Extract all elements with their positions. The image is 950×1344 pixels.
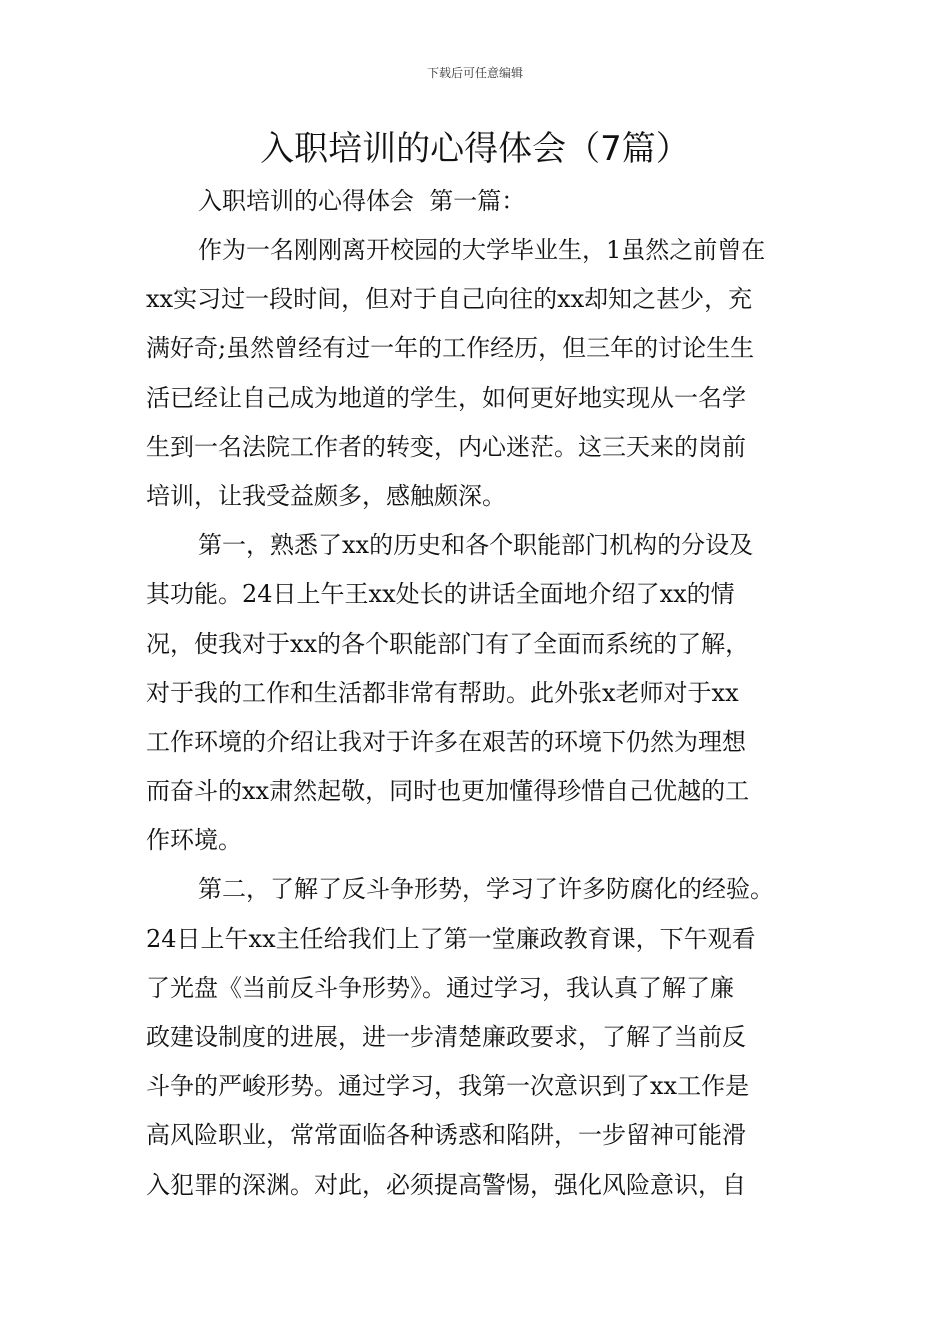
text-line: 对于我的工作和生活都非常有帮助。此外张x老师对于xx (146, 678, 739, 707)
text-line: 况，使我对于xx的各个职能部门有了全面而系统的了解， (146, 629, 750, 658)
text-line: 斗争的严峻形势。通过学习，我第一次意识到了xx工作是 (146, 1072, 750, 1101)
text-line: 高风险职业，常常面临各种诱惑和陷阱，一步留神可能滑 (146, 1121, 746, 1150)
text-line: 政建设制度的进展，进一步清楚廉政要求，了解了当前反 (146, 1023, 746, 1051)
header-note: 下载后可任意编辑 (426, 66, 523, 80)
text-line: 活已经让自己成为地道的学生，如何更好地实现从一名学 (146, 383, 746, 412)
text-line: 而奋斗的xx肃然起敬，同时也更加懂得珍惜自己优越的工 (146, 777, 750, 806)
text-line: 工作环境的介绍让我对于许多在艰苦的环境下仍然为理想 (146, 727, 746, 756)
text-line: 其功能。24日上午王xx处长的讲话全面地介绍了xx的情 (146, 580, 735, 609)
text-line: 满好奇;虽然曾经有过一年的工作经历，但三年的讨论生生 (146, 334, 755, 363)
text-line: 第二，了解了反斗争形势，学习了许多防腐化的经验。 (198, 875, 774, 904)
text-line: 入犯罪的深渊。对此，必须提高警惕，强化风险意识，自 (146, 1170, 746, 1199)
text-line: 作为一名刚刚离开校园的大学毕业生，1虽然之前曾在 (198, 236, 766, 264)
text-line: 作环境。 (146, 826, 242, 855)
document-title: 入职培训的心得体会（7篇） (260, 129, 690, 169)
text-line: 生到一名法院工作者的转变，内心迷茫。这三天来的岗前 (146, 432, 746, 461)
text-line: 培训，让我受益颇多，感触颇深。 (146, 481, 506, 510)
text-line: xx实习过一段时间，但对于自己向往的xx却知之甚少，充 (146, 285, 753, 314)
document-body (146, 226, 816, 1210)
text-line: 24日上午xx主任给我们上了第一堂廉政教育课，下午观看 (146, 924, 756, 953)
text-line: 了光盘《当前反斗争形势》。通过学习，我认真了解了廉 (146, 973, 734, 1002)
text-line: 第一，熟悉了xx的历史和各个职能部门机构的分设及 (198, 531, 754, 560)
section-subtitle: 入职培训的心得体会 第一篇： (198, 187, 526, 215)
